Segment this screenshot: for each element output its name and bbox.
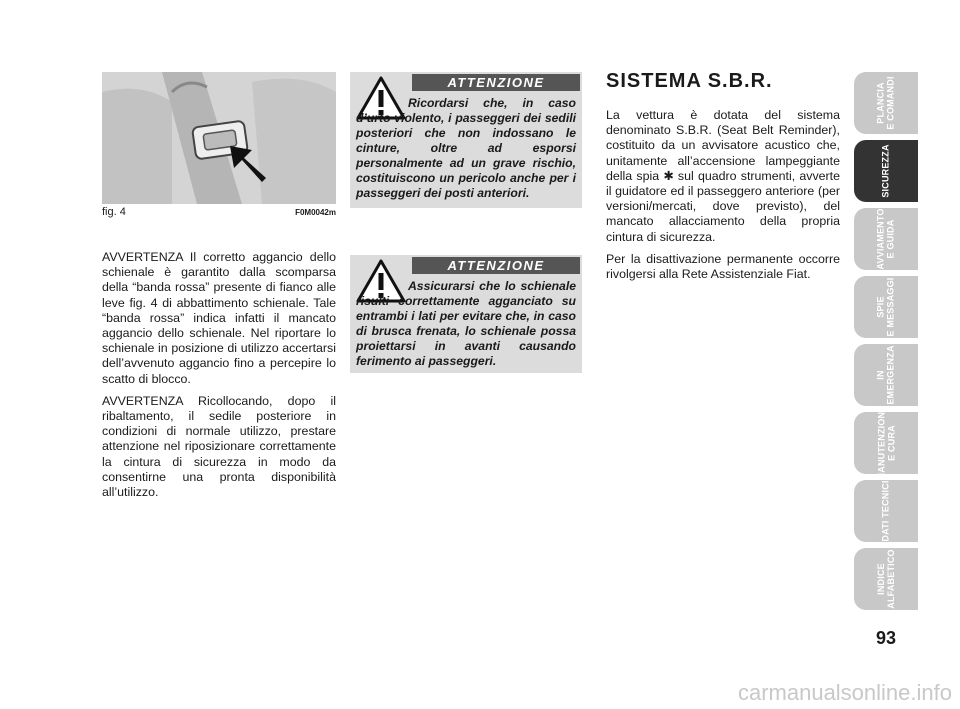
paragraph-sbr-description: La vettura è dotata del sistema denominato S.B.R. (Seat Belt Reminder), costituito da un avvisatore acustico che, unitamente all’accensione lampeggiante della spia ✱ sul quadro strumenti, avverte il guidatore ed il passeggero anteriore (per versioni/mercati, dove previsto), del mancato allacciamento della propria cintura di sicurezza. <box>606 108 840 244</box>
figure-code: F0M0042m <box>295 208 336 217</box>
tab-sicurezza[interactable] <box>854 140 918 202</box>
figure-seat-lever <box>102 72 336 204</box>
paragraph-sbr-deactivation: Per la disattivazione permanente occorre rivolgersi alla Rete Assistenziale Fiat. <box>606 251 840 282</box>
paragraph-seat-repositioning: AVVERTENZA Ricollocando, dopo il ribaltamento, il sedile posteriore in condizioni di normale utilizzo, prestare attenzione nel riposizionare correttamente la cintura di sicurezza in modo da consentirne una pronta disponibilità all’utilizzo. <box>102 393 336 500</box>
tab-label: SPIE E MESSAGGI <box>875 277 896 337</box>
section-title: SISTEMA S.B.R. <box>606 70 773 92</box>
tab-label: PLANCIA E COMANDI <box>876 76 896 130</box>
warning-box-seatback-latch <box>350 255 582 373</box>
tab-in-emergenza[interactable] <box>854 344 918 406</box>
page-number: 93 <box>875 628 897 648</box>
warning-box-rear-belts <box>350 72 582 208</box>
tab-label: MANUTENZIONE E CURA <box>876 405 896 481</box>
warning-header: ATTENZIONE <box>412 257 580 274</box>
right-column <box>606 108 840 289</box>
figure-caption <box>102 206 336 220</box>
tab-label: DATI TECNICI <box>880 480 891 542</box>
footer-watermark: carmanualsonline.info <box>737 680 952 705</box>
left-column <box>102 250 336 507</box>
warning-text: Ricordarsi che, in caso d’urto violento, i passeggeri dei sedili posteriori che non indossano le cinture, oltre ad esporsi personalmente ad un grave rischio, costituiscono un pericolo anche per i passeggeri dei posti anteriori. <box>356 96 576 200</box>
tab-label: INDICE ALFABETICO <box>876 549 896 609</box>
tab-dati-tecnici[interactable] <box>854 480 918 542</box>
tab-label: SICUREZZA <box>881 144 891 198</box>
tab-avviamento-e-guida[interactable] <box>854 208 918 270</box>
tab-label: AVVIAMENTO E GUIDA <box>876 208 896 270</box>
warning-text: Assicurarsi che lo schienale risulti correttamente agganciato su entrambi i lati per evitare che, in caso di brusca frenata, lo schienale possa proiettarsi in avanti causando ferimento ai passeggeri. <box>356 279 576 368</box>
figure-label: fig. 4 <box>102 206 126 218</box>
tab-label: IN EMERGENZA <box>876 345 896 405</box>
tab-plancia-e-comandi[interactable] <box>854 72 918 134</box>
seat-lever-illustration <box>102 72 336 204</box>
paragraph-seatback-warning: AVVERTENZA Il corretto aggancio dello schienale è garantito dalla scomparsa della “banda rossa” presente di fianco alle leve fig. 4 di abbattimento schienale. Tale “banda rossa” indica infatti il mancato aggancio dello schienale. Nel riportare lo schienale in posizione di utilizzo accertarsi dell’avvenuto aggancio fino a percepire lo scatto di blocco. <box>102 250 336 386</box>
warning-header: ATTENZIONE <box>412 74 580 91</box>
tab-manutenzione-e-cura[interactable] <box>854 405 918 481</box>
tab-spie-e-messaggi[interactable] <box>854 276 918 338</box>
tab-indice-alfabetico[interactable] <box>854 548 918 610</box>
